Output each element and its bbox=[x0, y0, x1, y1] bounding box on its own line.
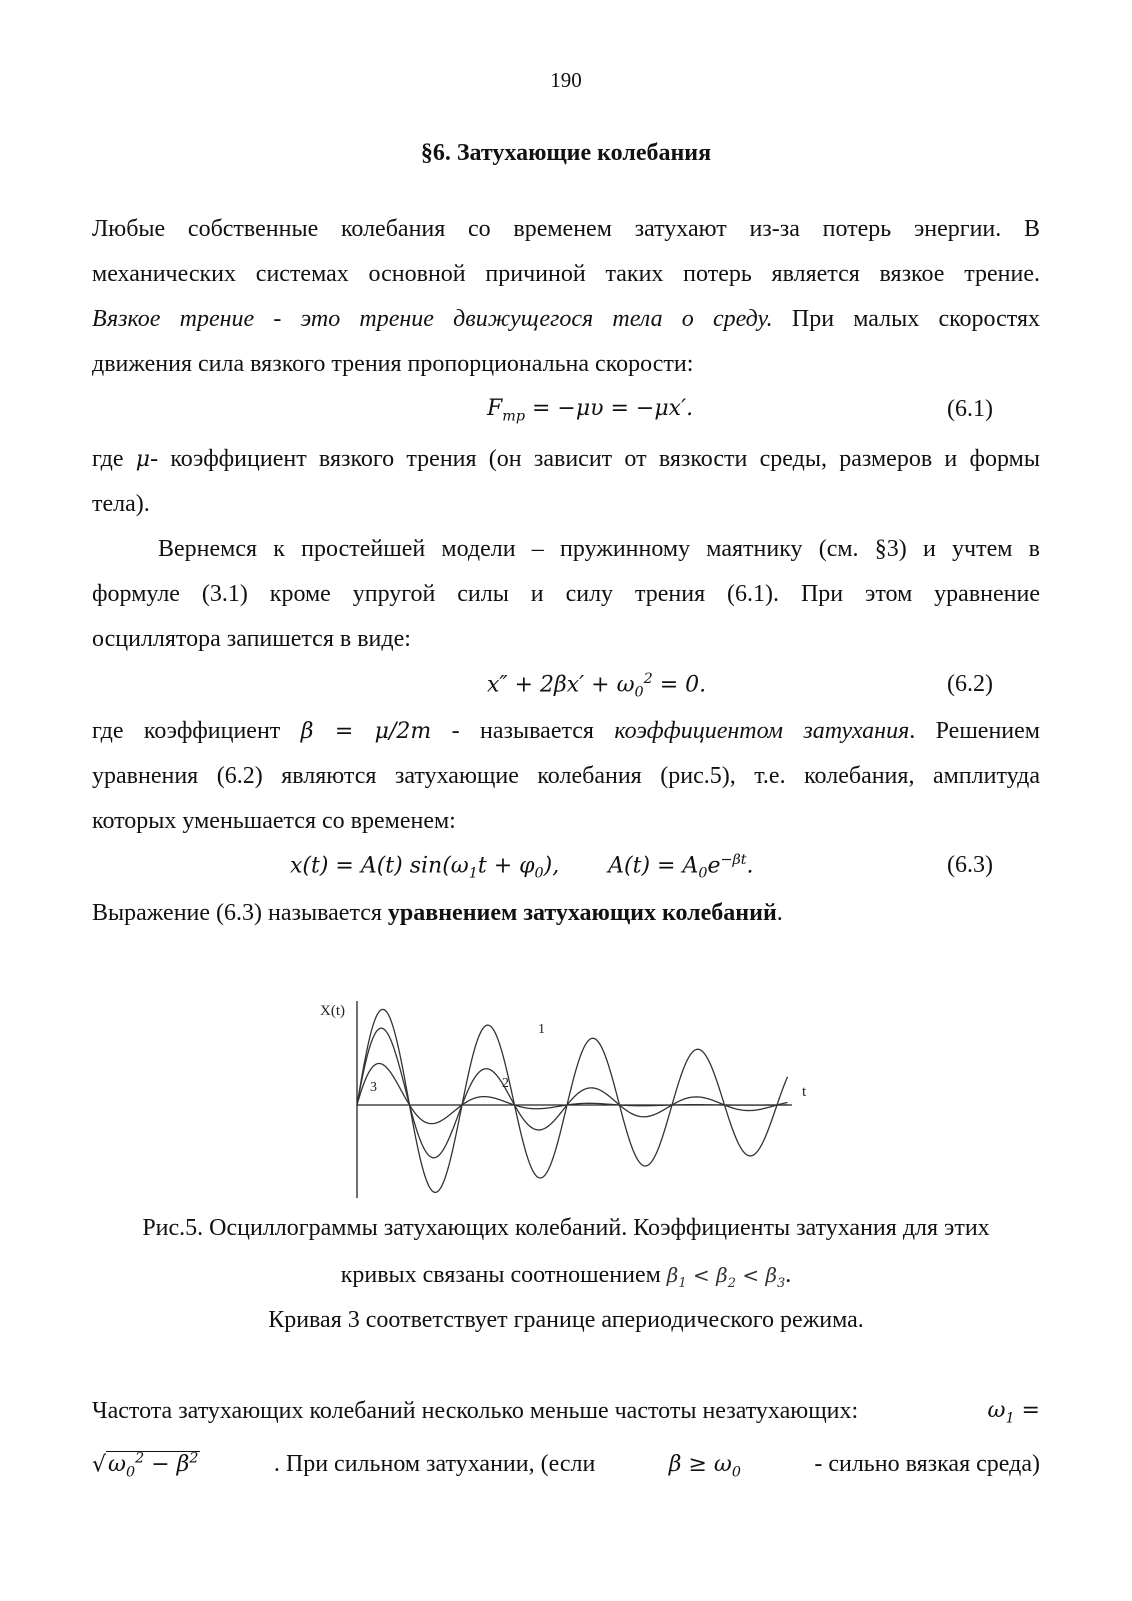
paragraph-text: . bbox=[776, 900, 783, 926]
omega1-eq: $\omega_1$ = bbox=[987, 1398, 1040, 1427]
paragraph-text: где bbox=[92, 446, 136, 472]
equation-6-1: $F_{тр} = -\mu\upsilon = -\mu x'$. bbox=[487, 396, 694, 425]
paragraph-line bbox=[92, 716, 1040, 747]
paragraph-line: которых уменьшается со временем: bbox=[92, 808, 456, 834]
page-number: 190 bbox=[550, 68, 582, 92]
sqrt-expression: $√\omega_0^2 - \beta^2$ bbox=[92, 1451, 199, 1481]
paragraph-line: движения сила вязкого трения пропорциональна скорости: bbox=[92, 351, 694, 377]
paragraph-line: формуле (3.1) кроме упругой силы и силу трения (6.1). При этом уравнение bbox=[92, 581, 1040, 607]
paragraph-line bbox=[92, 304, 1040, 334]
paragraph-line: Вернемся к простейшей модели – пружинному маятнику (см. §3) и учтем в bbox=[158, 536, 1040, 562]
x-axis-label: t bbox=[802, 1084, 807, 1100]
section-title: §6. Затухающие колебания bbox=[420, 140, 712, 166]
equation-number: (6.2) bbox=[947, 671, 993, 697]
beta-definition: β = μ/2m bbox=[300, 719, 432, 744]
equation-6-3: x(t) = A(t) $\sin(\omega_1t + \varphi_0)$, $A(t) = A_0e^{-\beta t}$. bbox=[290, 852, 754, 882]
equation-number: (6.3) bbox=[947, 852, 993, 878]
caption-text: кривых связаны соотношением bbox=[340, 1262, 667, 1288]
equation-6-2: $x'' + 2\beta x' + \omega_0^2 = 0$. bbox=[487, 671, 707, 701]
mu-symbol: μ bbox=[135, 447, 151, 472]
figure-caption bbox=[92, 1260, 1040, 1299]
paragraph-text: Выражение (6.3) называется bbox=[92, 900, 388, 926]
paragraph-text: где коэффициент bbox=[92, 718, 301, 744]
figure-caption: Кривая 3 соответствует границе апериодического режима. bbox=[268, 1307, 864, 1333]
viscous-definition: Вязкое трение - это трение движущегося тела о среду. bbox=[92, 306, 773, 332]
paragraph-line bbox=[92, 444, 1040, 475]
paragraph-line: уравнения (6.2) являются затухающие колебания (рис.5), т.е. колебания, амплитуда bbox=[92, 763, 1040, 789]
caption-text: . bbox=[785, 1262, 792, 1288]
chart-background bbox=[312, 993, 817, 1200]
series-label-1: 1 bbox=[538, 1022, 545, 1037]
oscillogram-chart bbox=[312, 993, 817, 1200]
paragraph-line bbox=[92, 1396, 1040, 1433]
figure-caption: Рис.5. Осциллограммы затухающих колебаний. Коэффициенты затухания для этих bbox=[142, 1215, 990, 1241]
paragraph-text: Частота затухающих колебаний несколько меньше частоты незатухающих: bbox=[92, 1398, 865, 1424]
bold-term: уравнением затухающих колебаний bbox=[387, 900, 777, 926]
paragraph-text: . Решением bbox=[909, 718, 1040, 744]
series-label-2: 2 bbox=[502, 1076, 509, 1091]
paragraph-text: При малых скоростях bbox=[772, 306, 1040, 332]
paragraph-text: - называется bbox=[431, 718, 615, 744]
paragraph-line: Любые собственные колебания со временем затухают из-за потерь энергии. В bbox=[92, 216, 1040, 242]
equation-number: (6.1) bbox=[947, 396, 993, 422]
paragraph-line bbox=[92, 1444, 1040, 1488]
paragraph-text: - сильно вязкая среда) bbox=[814, 1451, 1040, 1478]
paragraph-line: осциллятора запишется в виде: bbox=[92, 626, 411, 652]
series-label-3: 3 bbox=[370, 1080, 377, 1095]
beta-relation: $\beta_1 < \beta_2 < \beta_3$ bbox=[666, 1263, 786, 1291]
paragraph-text: - коэффициент вязкого трения (он зависит от вязкости среды, размеров и формы bbox=[150, 446, 1040, 472]
damping-term: коэффициентом затухания bbox=[614, 718, 910, 744]
paragraph-text: . При сильном затухании, (если bbox=[273, 1451, 596, 1478]
paragraph-line: тела). bbox=[92, 491, 150, 517]
paragraph-line: механических системах основной причиной таких потерь является вязкое трение. bbox=[92, 261, 1040, 287]
beta-condition: $\beta \ge \omega_0$ bbox=[668, 1452, 741, 1481]
y-axis-label: X(t) bbox=[320, 1003, 345, 1019]
paragraph-line bbox=[92, 898, 1040, 928]
